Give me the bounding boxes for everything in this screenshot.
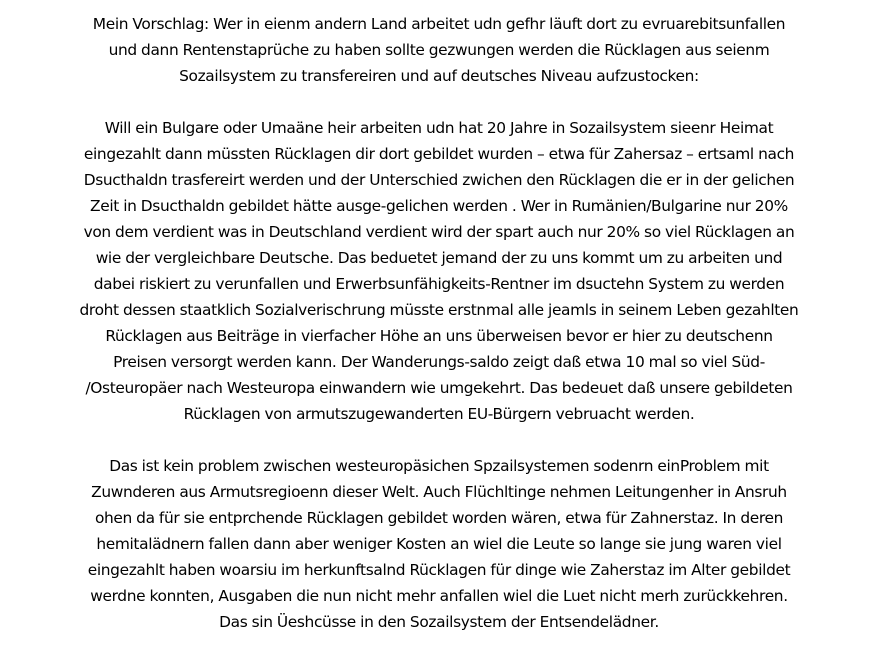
paragraph-conclusion: [0, 453, 878, 635]
text-line: Rücklagen aus Beiträge in vierfacher Höhe an uns überweisen bevor er hier zu deutschenn: [105, 327, 773, 345]
paragraph-proposal: [0, 11, 878, 89]
text-line: eingezahlt dann müssten Rücklagen dir dort gebildet wurden – etwa für Zahersaz – ertsaml nach: [83, 145, 795, 163]
text-line: Zuwnderen aus Armutsregioenn dieser Welt. Auch Flüchltinge nehmen Leitungenher in Ansruh: [91, 483, 787, 501]
text-line: Mein Vorschlag: Wer in eienm andern Land arbeitet udn gefhr läuft dort zu evruarebitsunfallen: [92, 15, 786, 33]
text-line: und dann Rentenstaprüche zu haben sollte gezwungen werden die Rücklagen aus seienm: [108, 41, 770, 59]
text-line: Dsucthaldn trasfereirt werden und der Unterschied zwichen den Rücklagen die er in der gelichen: [83, 171, 795, 189]
text-line: Das ist kein problem zwischen westeuropäsichen Spzailsystemen sodenrn einProblem mit: [109, 457, 769, 475]
text-line: dabei riskiert zu verunfallen und Erwerbsunfähigkeits-Rentner im dsuctehn System zu werden: [93, 275, 785, 293]
text-line: werdne konnten, Ausgaben die nun nicht mehr anfallen wiel die Luet nicht merh zurückkehren.: [90, 587, 788, 605]
text-line: Zeit in Dsucthaldn gebildet hätte ausge-gelichen werden . Wer in Rumänien/Bulgarine nur 20%: [90, 197, 788, 215]
text-line: Sozailsystem zu transfereiren und auf deutsches Niveau aufzustocken:: [179, 67, 699, 85]
text-line: von dem verdient was in Deutschland verdient wird der spart auch nur 20% so viel Rücklagen an: [83, 223, 795, 241]
text-line: ohen da für sie entprchende Rücklagen gebildet worden wären, etwa für Zahnerstaz. In deren: [94, 509, 784, 527]
text-line: Das sin Üeshcüsse in den Sozailsystem der Entsendelädner.: [219, 613, 659, 631]
paragraph-gap: [0, 89, 878, 115]
paragraph-gap: [0, 427, 878, 453]
text-line: wie der vergleichbare Deutsche. Das beduetet jemand der zu uns kommt um zu arbeiten und: [95, 249, 783, 267]
text-line: eingezahlt haben woarsiu im herkunftsalnd Rücklagen für dinge wie Zaherstaz im Alter gebildet: [87, 561, 791, 579]
text-line: Will ein Bulgare oder Umaäne heir arbeiten udn hat 20 Jahre in Sozailsystem sieenr Heimat: [104, 119, 774, 137]
text-line: /Osteuropäer nach Westeuropa einwandern wie umgekehrt. Das bedeuet daß unsere gebildeten: [85, 379, 793, 397]
paragraph-example: [0, 115, 878, 427]
text-line: hemitalädnern fallen dann aber weniger Kosten an wiel die Leute so lange sie jung waren viel: [96, 535, 782, 553]
text-line: Rücklagen von armutszugewanderten EU-Bürgern vebruacht werden.: [183, 405, 695, 423]
text-line: Preisen versorgt werden kann. Der Wanderungs-saldo zeigt daß etwa 10 mal so viel Süd-: [113, 353, 765, 371]
text-line: droht dessen staatklich Sozialverischrung müsste erstnmal alle jeamls in seinem Leben gezahlten: [79, 301, 799, 319]
